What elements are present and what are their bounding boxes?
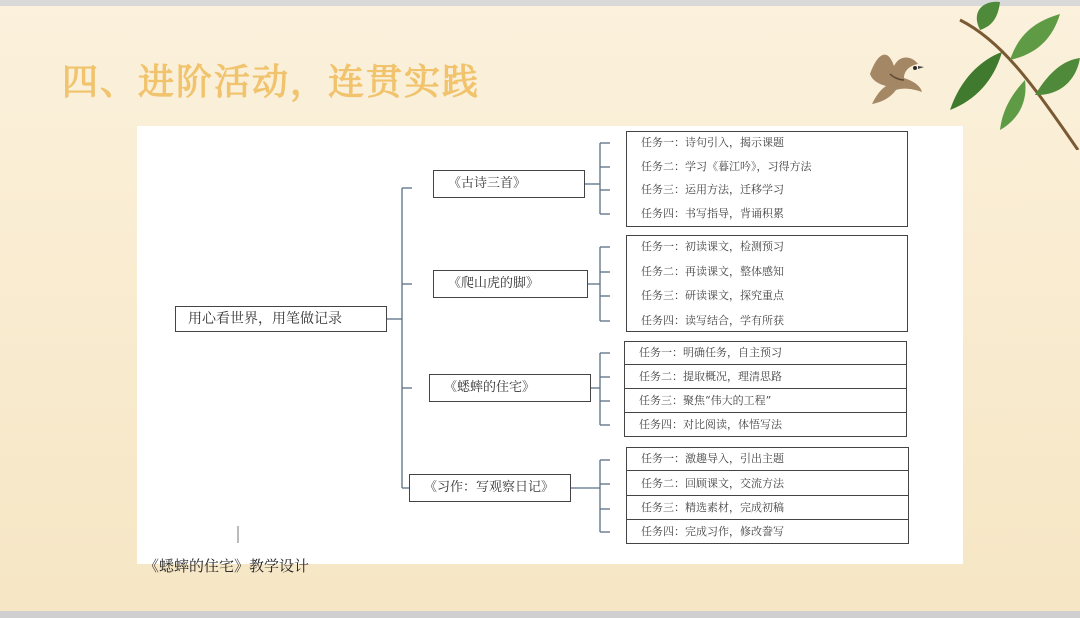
task-item: 任务二：提取概况，理清思路 xyxy=(625,366,906,389)
branch-node-cricket-house: 《蟋蟀的住宅》 xyxy=(429,374,591,402)
task-item: 任务一：明确任务，自主预习 xyxy=(625,342,906,365)
bottom-border xyxy=(0,611,1080,618)
task-item: 任务三：研读课文，探究重点 xyxy=(641,289,784,302)
task-item: 任务四：读写结合，学有所获 xyxy=(641,314,784,327)
task-group-cricket-house xyxy=(624,341,907,437)
task-group-creeper-feet xyxy=(626,235,908,332)
task-item: 任务二：回顾课文，交流方法 xyxy=(627,473,908,496)
task-item: 任务三：精选素材，完成初稿 xyxy=(627,497,908,520)
task-item: 任务二：学习《暮江吟》，习得方法 xyxy=(641,160,812,173)
branch-node-observation-diary: 《习作：写观察日记》 xyxy=(409,474,571,502)
task-item: 任务三：运用方法，迁移学习 xyxy=(641,183,784,196)
branch-node-ancient-poems: 《古诗三首》 xyxy=(433,170,585,198)
slide-caption: 《蟋蟀的住宅》教学设计 xyxy=(144,557,310,575)
task-group-observation-diary xyxy=(626,447,909,544)
task-group-ancient-poems xyxy=(626,131,908,227)
task-item: 任务一：诗句引入，揭示课题 xyxy=(641,136,784,149)
task-item: 任务二：再读课文，整体感知 xyxy=(641,265,784,278)
task-item: 任务四：完成习作，修改誊写 xyxy=(641,525,784,538)
task-item: 任务一：激趣导入，引出主题 xyxy=(627,448,908,471)
task-item: 任务四：对比阅读，体悟写法 xyxy=(639,418,782,431)
slide-title: 四、进阶活动，连贯实践 xyxy=(62,62,481,103)
task-item: 任务一：初读课文，检测预习 xyxy=(641,240,784,253)
mindmap-root-node: 用心看世界，用笔做记录 xyxy=(175,306,387,332)
task-item: 任务三：聚焦“伟大的工程” xyxy=(625,390,906,413)
task-item: 任务四：书写指导，背诵积累 xyxy=(641,207,784,220)
branch-node-creeper-feet: 《爬山虎的脚》 xyxy=(433,270,588,298)
